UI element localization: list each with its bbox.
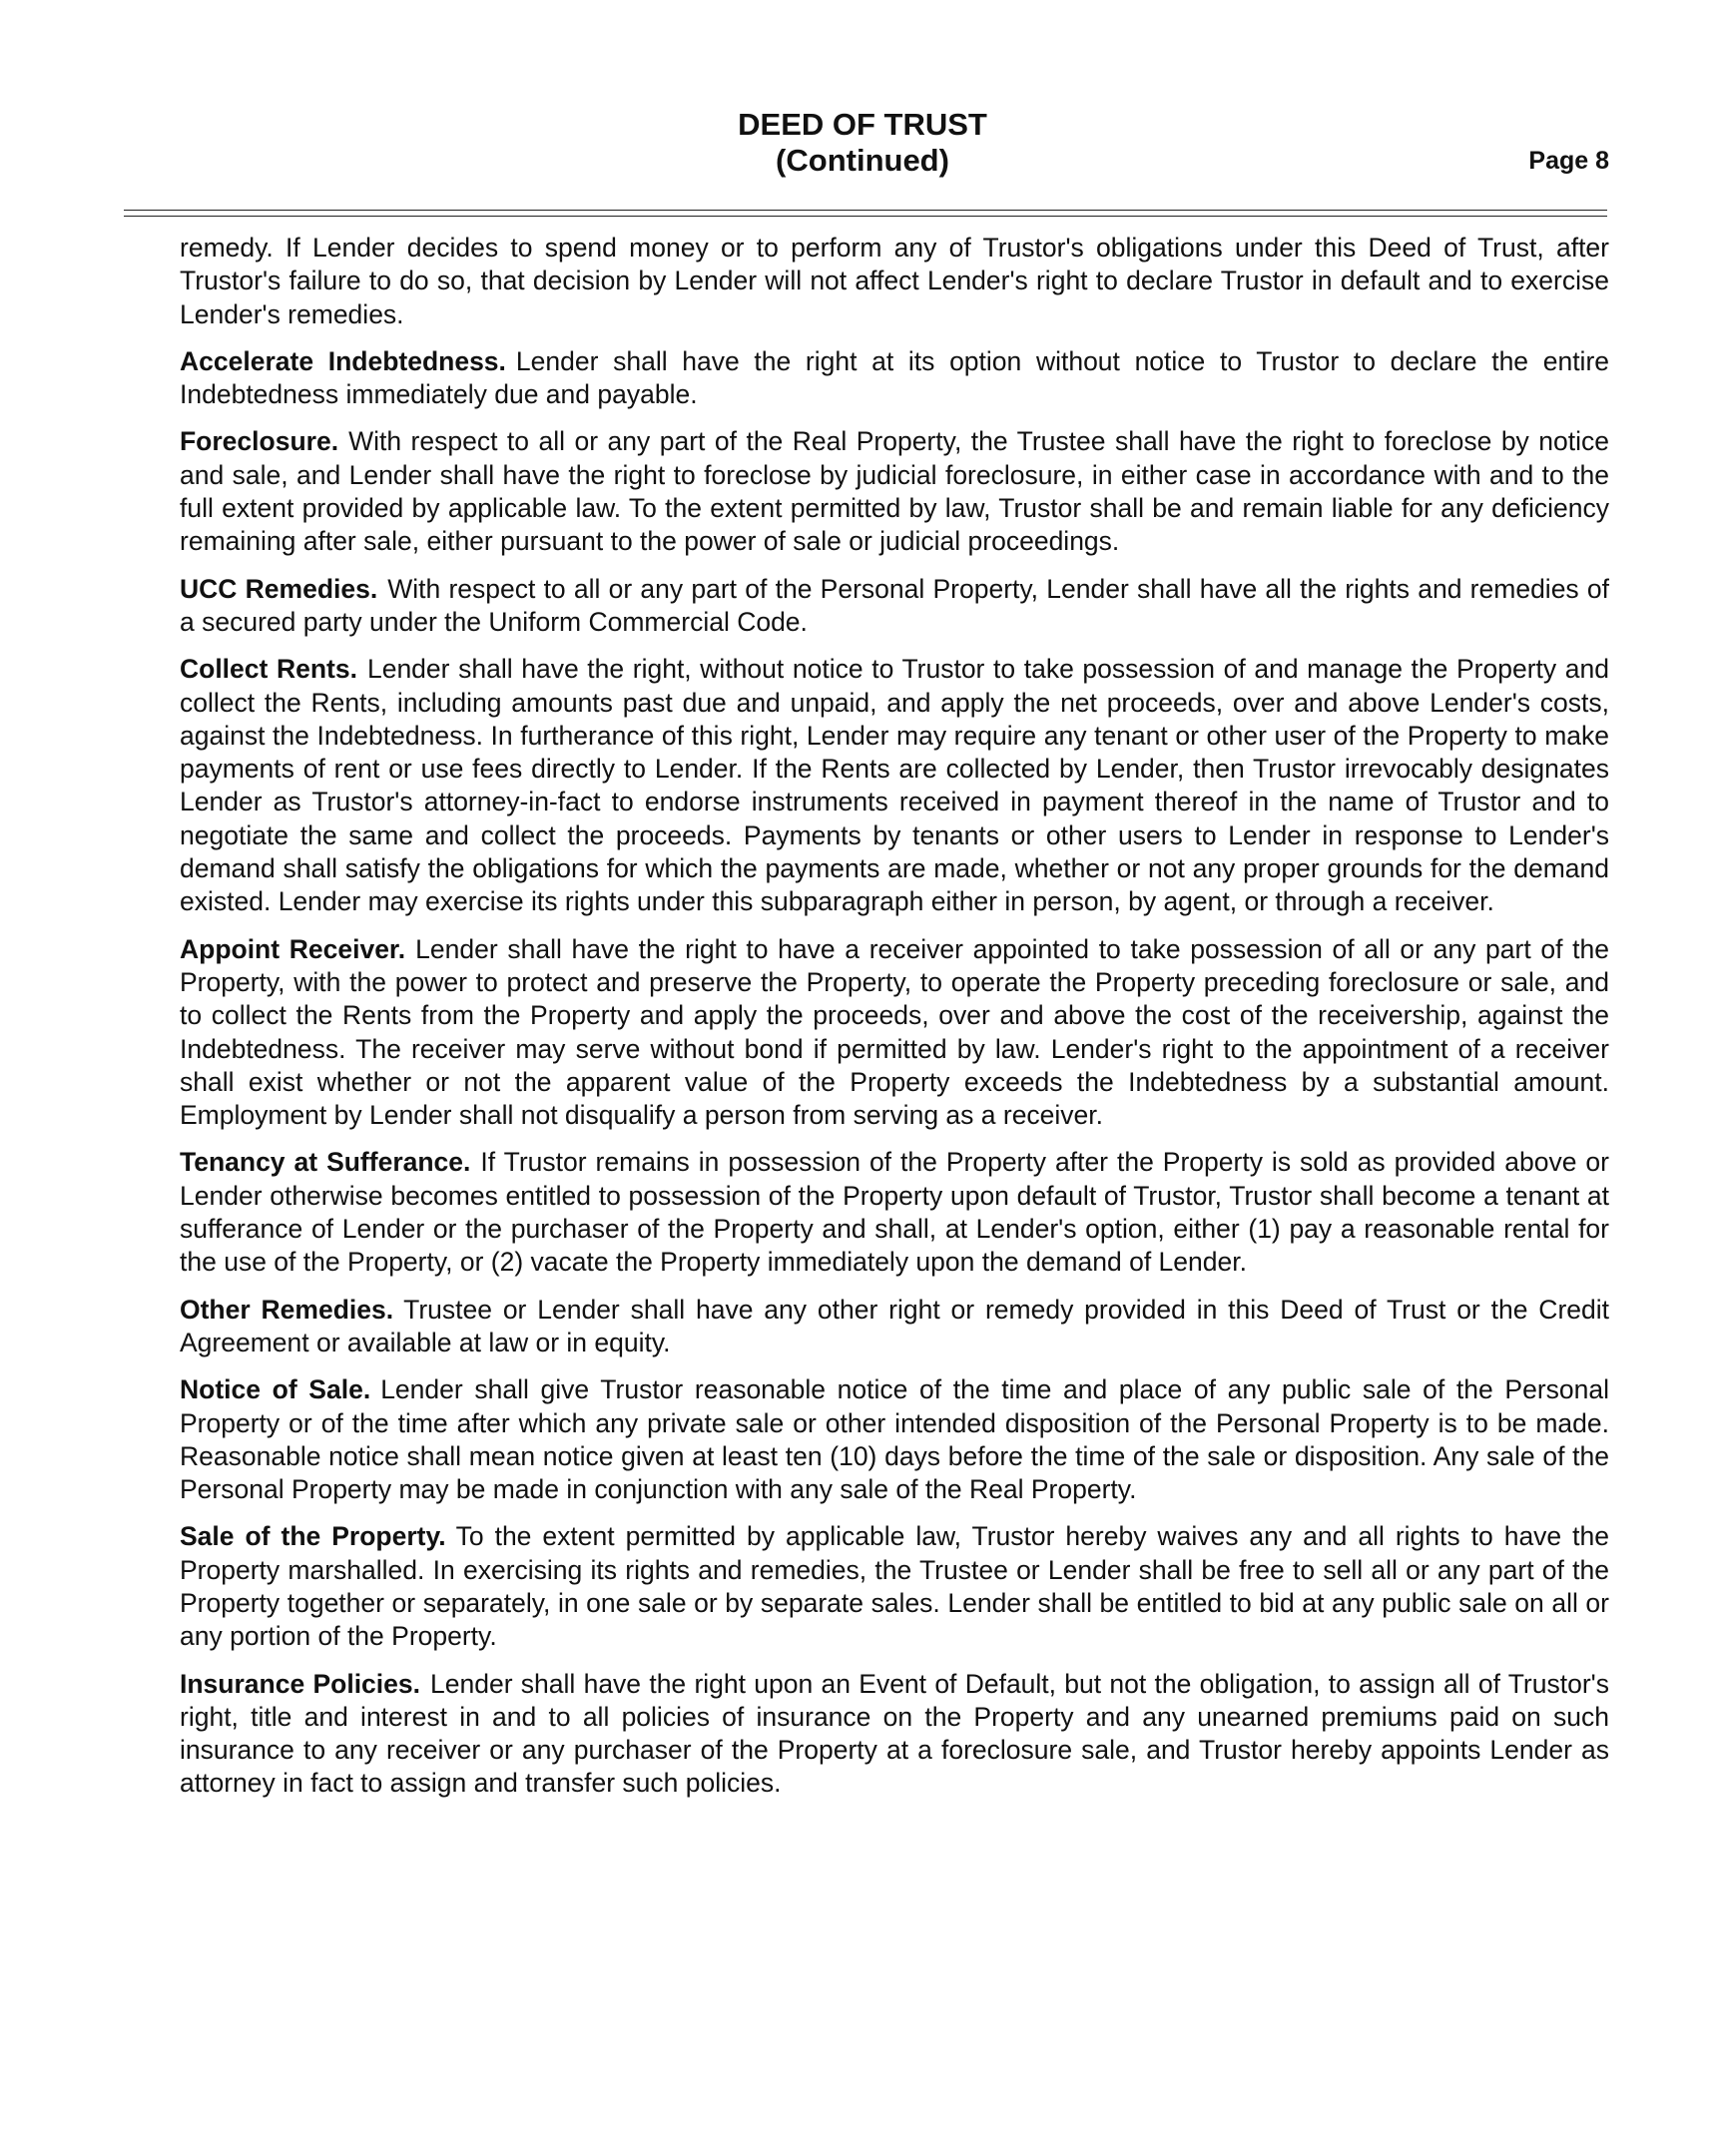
paragraph-heading: Appoint Receiver. xyxy=(180,933,406,964)
paragraph-text: Lender shall have the right at its option without notice to Trustor to declare the entire Indebtedness immediately due and payable. xyxy=(180,345,1610,410)
document-body xyxy=(180,232,1609,1815)
paragraph-text: Lender shall have the right upon an Event of Default, but not the obligation, to assign all of Trustor's right, title and interest in and to all policies of insurance on the Property and any unearned premiums paid on such insurance to any receiver or any purchaser of the Property at a foreclosure sale, and Trustor hereby appoints Lender as attorney in fact to assign and transfer such policies. xyxy=(180,1668,1609,1799)
paragraph-text: Trustee or Lender shall have any other right or remedy provided in this Deed of Trust or the Credit Agreement or available at law or in equity. xyxy=(180,1294,1609,1357)
paragraph-heading: Notice of Sale. xyxy=(180,1374,371,1405)
paragraph-ucc-remedies xyxy=(180,573,1609,640)
paragraph-heading: Sale of the Property. xyxy=(180,1521,446,1552)
paragraph-text: With respect to all or any part of the Real Property, the Trustee shall have the right to foreclose by notice and sale, and Lender shall have the right to foreclose by judicial foreclosure, in either case in accordance with and to the full extent provided by applicable law. To the extent permitted by law, Trustor shall be and remain liable for any deficiency remaining after sale, either pursuant to the power of sale or judicial proceedings. xyxy=(180,426,1609,557)
paragraph-sale-of-the-property xyxy=(180,1520,1609,1653)
paragraph-heading: Other Remedies. xyxy=(180,1294,394,1325)
paragraph-text: If Trustor remains in possession of the Property after the Property is sold as provided above or Lender otherwise becomes entitled to possession of the Property upon default of Trustor, Trustor shall become a tenant at sufferance of Lender or the purchaser of the Property and shall, at Lender's option, either (1) pay a reasonable rental for the use of the Property, or (2) vacate the Property immediately upon the demand of Lender. xyxy=(180,1147,1609,1278)
paragraph-other-remedies xyxy=(180,1294,1609,1360)
header-divider-bottom xyxy=(124,216,1607,217)
page-header xyxy=(0,102,1725,192)
paragraph-heading: Collect Rents. xyxy=(180,654,357,685)
paragraph-foreclosure xyxy=(180,425,1609,558)
paragraph-text: remedy. If Lender decides to spend money or to perform any of Trustor's obligations under this Deed of Trust, after Trustor's failure to do so, that decision by Lender will not affect Lender's right to declare Trustor in default and to exercise Lender's remedies. xyxy=(180,233,1609,329)
page-number: Page 8 xyxy=(1528,147,1609,175)
paragraph-remedy-continued xyxy=(180,232,1609,331)
document-title: DEED OF TRUST xyxy=(738,107,987,142)
paragraph-notice-of-sale xyxy=(180,1373,1609,1506)
paragraph-text: To the extent permitted by applicable law, Trustor hereby waives any and all rights to have the Property marshalled. In exercising its rights and remedies, the Trustee or Lender shall be free to sell all or any part of the Property together or separately, in one sale or by separate sales. Lender shall be entitled to bid at any public sale on all or any portion of the Property. xyxy=(180,1521,1609,1652)
paragraph-heading: Foreclosure. xyxy=(180,426,339,457)
paragraph-heading: Insurance Policies. xyxy=(180,1668,420,1699)
paragraph-heading: Tenancy at Sufferance. xyxy=(180,1147,471,1178)
paragraph-heading: UCC Remedies. xyxy=(180,573,378,604)
document-subtitle: (Continued) xyxy=(776,143,949,178)
paragraph-tenancy-at-sufferance xyxy=(180,1146,1609,1279)
header-divider-top xyxy=(124,210,1607,211)
paragraph-text: Lender shall have the right to have a receiver appointed to take possession of all or any part of the Property, with the power to protect and preserve the Property, to operate the Property preceding foreclosure or sale, and to collect the Rents from the Property and apply the proceeds, over and above the cost of the receivership, against the Indebtedness. The receiver may serve without bond if permitted by law. Lender's right to the appointment of a receiver shall exist whether or not the apparent value of the Property exceeds the Indebtedness by a substantial amount. Employment by Lender shall not disqualify a person from serving as a receiver. xyxy=(180,933,1610,1131)
paragraph-text: Lender shall give Trustor reasonable notice of the time and place of any public sale of the Personal Property or of the time after which any private sale or other intended disposition of the Personal Property is to be made. Reasonable notice shall mean notice given at least ten (10) days before the time of the sale or disposition. Any sale of the Personal Property may be made in conjunction with any sale of the Real Property. xyxy=(180,1374,1609,1505)
paragraph-text: Lender shall have the right, without notice to Trustor to take possession of and manage the Property and collect the Rents, including amounts past due and unpaid, and apply the net proceeds, over and above Lender's costs, against the Indebtedness. In furtherance of this right, Lender may require any tenant or other user of the Property to make payments of rent or use fees directly to Lender. If the Rents are collected by Lender, then Trustor irrevocably designates Lender as Trustor's attorney-in-fact to endorse instruments received in payment thereof in the name of Trustor and to negotiate the same and collect the proceeds. Payments by tenants or other users to Lender in response to Lender's demand shall satisfy the obligations for which the payments are made, whether or not any proper grounds for the demand existed. Lender may exercise its rights under this subparagraph either in person, by agent, or through a receiver. xyxy=(180,654,1609,917)
paragraph-collect-rents xyxy=(180,653,1609,918)
paragraph-appoint-receiver xyxy=(180,933,1609,1133)
paragraph-insurance-policies xyxy=(180,1668,1609,1801)
paragraph-heading: Accelerate Indebtedness. xyxy=(180,345,506,376)
paragraph-text: With respect to all or any part of the Personal Property, Lender shall have all the rights and remedies of a secured party under the Uniform Commercial Code. xyxy=(180,573,1610,637)
paragraph-accelerate-indebtedness xyxy=(180,345,1609,412)
